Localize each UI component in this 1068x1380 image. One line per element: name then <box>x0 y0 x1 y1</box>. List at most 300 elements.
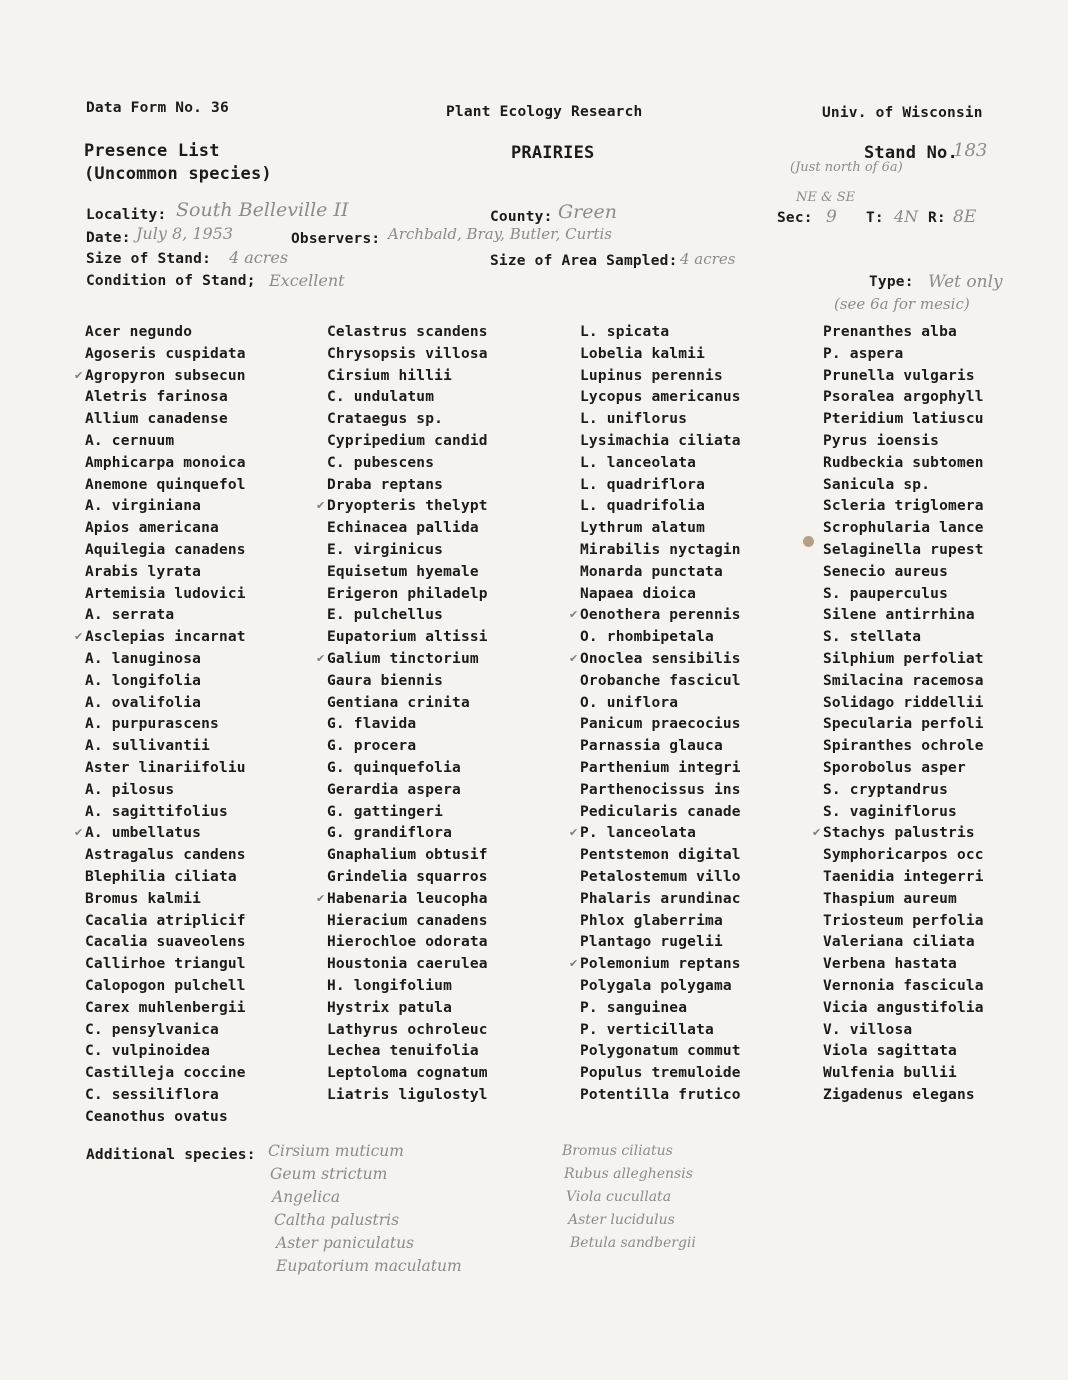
species-item <box>327 1063 488 1085</box>
species-name: Hystrix patula <box>327 999 453 1016</box>
species-item <box>823 889 984 911</box>
species-item <box>580 889 741 911</box>
stand-size-label: Size of Stand: <box>86 251 212 267</box>
species-item <box>823 671 984 693</box>
species-name: G. flavida <box>327 716 417 733</box>
species-item <box>823 518 984 540</box>
species-name: Lycopus americanus <box>580 389 741 406</box>
species-item <box>580 867 741 889</box>
species-name: Valeriana ciliata <box>823 934 975 951</box>
species-item <box>569 649 741 671</box>
species-name: A. lanuginosa <box>85 650 202 667</box>
species-item <box>327 693 488 715</box>
species-item <box>823 1063 984 1085</box>
species-name: Vernonia fascicula <box>823 977 984 994</box>
species-item <box>823 431 984 453</box>
species-item <box>327 823 488 845</box>
type-value: Wet only <box>928 272 1003 292</box>
species-name: S. pauperculus <box>823 585 949 602</box>
species-item <box>823 976 984 998</box>
species-name: Phalaris arundinac <box>580 890 741 907</box>
species-item <box>85 1063 246 1085</box>
check-mark-icon: ✔ <box>316 651 326 665</box>
species-name: Gentiana crinita <box>327 694 470 711</box>
area-sampled-value: 4 acres <box>680 250 736 268</box>
species-name: Galium tinctorium <box>327 650 479 667</box>
species-item <box>85 518 246 540</box>
species-item <box>327 911 488 933</box>
check-mark-icon: ✔ <box>74 630 84 644</box>
species-item <box>327 540 488 562</box>
species-name: C. undulatum <box>327 389 435 406</box>
species-name: Carex muhlenbergii <box>85 999 246 1016</box>
species-name: Gaura biennis <box>327 672 444 689</box>
species-name: A. longifolia <box>85 672 202 689</box>
species-name: Scleria triglomera <box>823 498 984 515</box>
species-name: G. procera <box>327 738 417 755</box>
species-item <box>823 475 984 497</box>
species-name: Wulfenia bullii <box>823 1065 957 1082</box>
species-item <box>580 1041 741 1063</box>
species-name: A. sagittifolius <box>85 803 228 820</box>
species-item <box>580 387 741 409</box>
species-name: Lupinus perennis <box>580 367 723 384</box>
species-item <box>85 998 246 1020</box>
species-item <box>85 584 246 606</box>
species-item <box>327 584 488 606</box>
species-name: Draba reptans <box>327 476 444 493</box>
species-name: Verbena hastata <box>823 956 957 973</box>
species-name: O. rhombipetala <box>580 629 714 646</box>
species-item <box>580 714 741 736</box>
species-item <box>85 540 246 562</box>
species-item <box>327 366 488 388</box>
species-name: Specularia perfoli <box>823 716 984 733</box>
additional-species-item: Cirsium muticum <box>268 1142 404 1160</box>
species-item <box>327 671 488 693</box>
species-name: Callirhoe triangul <box>85 956 246 973</box>
species-item <box>327 627 488 649</box>
species-name: Cirsium hillii <box>327 367 453 384</box>
species-name: Orobanche fascicul <box>580 672 741 689</box>
species-item <box>327 714 488 736</box>
species-name: Gnaphalium obtusif <box>327 847 488 864</box>
species-name: Agropyron subsecun <box>85 367 246 384</box>
form-university: Univ. of Wisconsin <box>822 105 983 121</box>
species-name: L. quadriflora <box>580 476 706 493</box>
species-name: Vicia angustifolia <box>823 999 984 1016</box>
species-item <box>580 780 741 802</box>
species-item <box>580 322 741 344</box>
check-mark-icon: ✔ <box>812 826 822 840</box>
species-name: Solidago riddellii <box>823 694 984 711</box>
species-item <box>85 758 246 780</box>
species-name: Spiranthes ochrole <box>823 738 984 755</box>
section-quarter-note: NE & SE <box>796 190 856 205</box>
species-name: Phlox glaberrima <box>580 912 723 929</box>
species-item <box>327 867 488 889</box>
species-name: Polygala polygama <box>580 977 732 994</box>
species-name: Viola sagittata <box>823 1043 957 1060</box>
species-item <box>580 671 741 693</box>
species-item <box>327 562 488 584</box>
species-item <box>580 627 741 649</box>
species-item <box>327 976 488 998</box>
species-name: Blephilia ciliata <box>85 868 237 885</box>
species-item <box>327 322 488 344</box>
species-column-2 <box>316 322 488 1107</box>
species-name: Hieracium canadens <box>327 912 488 929</box>
species-name: Agoseris cuspidata <box>85 345 246 362</box>
species-item <box>569 954 741 976</box>
species-item <box>823 802 984 824</box>
species-name: Rudbeckia subtomen <box>823 454 984 471</box>
stand-size-value: 4 acres <box>229 248 289 267</box>
species-name: P. sanguinea <box>580 999 688 1016</box>
additional-species-item: Viola cucullata <box>566 1189 672 1205</box>
species-item <box>85 954 246 976</box>
species-item <box>327 409 488 431</box>
species-item <box>85 475 246 497</box>
species-name: Grindelia squarros <box>327 868 488 885</box>
species-name: Selaginella rupest <box>823 541 984 558</box>
species-item <box>327 518 488 540</box>
township-label: T: <box>866 210 884 226</box>
range-value: 8E <box>953 207 977 227</box>
additional-species-item: Aster paniculatus <box>276 1234 415 1252</box>
species-name: Calopogon pulchell <box>85 977 246 994</box>
species-name: Castilleja coccine <box>85 1065 246 1082</box>
species-name: Chrysopsis villosa <box>327 345 488 362</box>
species-item <box>85 911 246 933</box>
species-name: Cacalia atriplicif <box>85 912 246 929</box>
species-name: Bromus kalmii <box>85 890 202 907</box>
species-name: C. pensylvanica <box>85 1021 219 1038</box>
species-name: Pyrus ioensis <box>823 432 940 449</box>
county-label: County: <box>490 209 553 225</box>
condition-value: Excellent <box>269 271 345 290</box>
species-item <box>580 453 741 475</box>
species-name: Triosteum perfolia <box>823 912 984 929</box>
species-item <box>85 780 246 802</box>
species-item <box>327 431 488 453</box>
species-item <box>85 714 246 736</box>
species-name: Polygonatum commut <box>580 1043 741 1060</box>
species-name: A. virginiana <box>85 498 202 515</box>
species-item <box>85 867 246 889</box>
additional-species-column-1 <box>268 1140 462 1278</box>
species-name: Aquilegia canadens <box>85 541 246 558</box>
observers-value: Archbald, Bray, Butler, Curtis <box>388 225 612 243</box>
species-name: Parthenocissus ins <box>580 781 741 798</box>
species-name: Celastrus scandens <box>327 324 488 340</box>
species-name: Silene antirrhina <box>823 607 975 624</box>
species-item <box>569 605 741 627</box>
species-name: Pentstemon digital <box>580 847 741 864</box>
species-name: Houstonia caerulea <box>327 956 488 973</box>
species-name: Potentilla frutico <box>580 1086 741 1103</box>
species-item <box>580 475 741 497</box>
additional-species-item: Angelica <box>272 1188 341 1206</box>
species-item <box>580 496 741 518</box>
species-name: Cypripedium candid <box>327 432 488 449</box>
species-item <box>580 845 741 867</box>
species-item <box>580 1020 741 1042</box>
species-name: Populus tremuloide <box>580 1065 741 1082</box>
species-name: Zigadenus elegans <box>823 1086 975 1103</box>
species-name: Smilacina racemosa <box>823 672 984 689</box>
paper-stain <box>803 536 814 547</box>
additional-species-item: Rubus alleghensis <box>564 1166 693 1182</box>
form-institution: Plant Ecology Research <box>446 104 643 120</box>
species-name: Monarda punctata <box>580 563 723 580</box>
species-name: P. verticillata <box>580 1021 714 1038</box>
species-item <box>580 802 741 824</box>
species-item <box>823 1020 984 1042</box>
species-name: Leptoloma cognatum <box>327 1065 488 1082</box>
additional-species-column-2 <box>562 1140 696 1255</box>
species-item <box>85 344 246 366</box>
species-name: Stachys palustris <box>823 825 975 842</box>
check-mark-icon: ✔ <box>316 499 326 513</box>
species-name: P. aspera <box>823 345 904 362</box>
species-item <box>327 845 488 867</box>
species-name: Panicum praecocius <box>580 716 741 733</box>
species-item <box>74 366 246 388</box>
species-name: Liatris ligulostyl <box>327 1086 488 1103</box>
species-item <box>85 409 246 431</box>
species-item <box>823 605 984 627</box>
observers-label: Observers: <box>291 231 381 247</box>
species-item <box>823 693 984 715</box>
species-item <box>580 562 741 584</box>
species-name: L. spicata <box>580 324 670 340</box>
species-item <box>85 605 246 627</box>
species-name: Asclepias incarnat <box>85 629 246 646</box>
species-name: Arabis lyrata <box>85 563 202 580</box>
species-item <box>823 649 984 671</box>
species-name: Sanicula sp. <box>823 476 931 493</box>
species-item <box>327 758 488 780</box>
species-name: E. virginicus <box>327 541 444 558</box>
species-name: Psoralea argophyll <box>823 389 984 406</box>
species-item <box>327 1041 488 1063</box>
check-mark-icon: ✔ <box>74 368 84 382</box>
species-item <box>812 823 984 845</box>
species-name: Allium canadense <box>85 411 228 428</box>
species-name: G. grandiflora <box>327 825 453 842</box>
species-item <box>85 845 246 867</box>
species-name: Symphoricarpos occ <box>823 847 984 864</box>
species-item <box>85 802 246 824</box>
species-item <box>823 366 984 388</box>
species-name: Lobelia kalmii <box>580 345 706 362</box>
sec-label: Sec: <box>777 210 813 226</box>
species-name: Parnassia glauca <box>580 738 723 755</box>
area-sampled-label: Size of Area Sampled: <box>490 253 678 269</box>
species-column-3 <box>569 322 741 1107</box>
species-item <box>85 562 246 584</box>
species-name: Artemisia ludovici <box>85 585 246 602</box>
species-name: Habenaria leucopha <box>327 890 488 907</box>
species-name: Taenidia integerri <box>823 868 984 885</box>
species-name: Scrophularia lance <box>823 520 984 537</box>
species-name: E. pulchellus <box>327 607 444 624</box>
species-item <box>823 932 984 954</box>
species-name: Parthenium integri <box>580 759 741 776</box>
species-name: L. uniflorus <box>580 411 688 428</box>
species-name: Aletris farinosa <box>85 389 228 406</box>
page-title: PRAIRIES <box>511 143 595 163</box>
species-item <box>580 758 741 780</box>
species-item <box>580 540 741 562</box>
species-item <box>823 322 984 344</box>
species-name: C. pubescens <box>327 454 435 471</box>
species-name: Aster linariifoliu <box>85 759 246 776</box>
species-item <box>85 496 246 518</box>
additional-species-item: Bromus ciliatus <box>562 1143 673 1159</box>
species-item <box>823 387 984 409</box>
species-name: Dryopteris thelypt <box>327 498 488 515</box>
species-name: Eupatorium altissi <box>327 629 488 646</box>
species-name: C. vulpinoidea <box>85 1043 211 1060</box>
species-name: Echinacea pallida <box>327 520 479 537</box>
locality-value: South Belleville II <box>176 199 349 221</box>
additional-species-item: Geum strictum <box>270 1165 388 1183</box>
species-item <box>823 496 984 518</box>
species-item <box>85 693 246 715</box>
species-item <box>327 1020 488 1042</box>
condition-label: Condition of Stand; <box>86 273 256 289</box>
species-name: Napaea dioica <box>580 585 697 602</box>
species-name: Mirabilis nyctagin <box>580 541 741 558</box>
species-name: A. cernuum <box>85 432 175 449</box>
species-name: Pteridium latiuscu <box>823 411 984 428</box>
species-item <box>85 1020 246 1042</box>
species-name: Hierochloe odorata <box>327 934 488 951</box>
species-item <box>327 344 488 366</box>
species-name: Pedicularis canade <box>580 803 741 820</box>
species-name: Cacalia suaveolens <box>85 934 246 951</box>
species-item <box>74 627 246 649</box>
species-item <box>580 518 741 540</box>
species-item <box>85 932 246 954</box>
species-item <box>327 387 488 409</box>
species-item <box>327 998 488 1020</box>
species-name: Oenothera perennis <box>580 607 741 624</box>
species-name: A. umbellatus <box>85 825 202 842</box>
species-name: Amphicarpa monoica <box>85 454 246 471</box>
species-item <box>823 453 984 475</box>
species-name: S. vaginiflorus <box>823 803 957 820</box>
species-name: S. stellata <box>823 629 922 646</box>
additional-species-item: Betula sandbergii <box>570 1235 696 1251</box>
species-item <box>823 409 984 431</box>
species-item <box>580 693 741 715</box>
species-item <box>823 584 984 606</box>
species-name: A. sullivantii <box>85 738 211 755</box>
species-item <box>823 780 984 802</box>
species-item <box>823 758 984 780</box>
species-item <box>823 344 984 366</box>
species-item <box>316 496 488 518</box>
species-name: V. villosa <box>823 1021 913 1038</box>
species-name: Polemonium reptans <box>580 956 741 973</box>
species-name: Sporobolus asper <box>823 759 966 776</box>
species-item <box>85 1041 246 1063</box>
species-item <box>316 889 488 911</box>
range-label: R: <box>928 210 946 226</box>
stand-note: (Just north of 6a) <box>790 160 903 175</box>
species-name: Lysimachia ciliata <box>580 432 741 449</box>
species-item <box>823 627 984 649</box>
species-item <box>316 649 488 671</box>
species-item <box>823 998 984 1020</box>
species-name: G. gattingeri <box>327 803 444 820</box>
species-item <box>823 562 984 584</box>
species-item <box>327 780 488 802</box>
species-name: A. ovalifolia <box>85 694 202 711</box>
species-item <box>327 954 488 976</box>
species-item <box>85 889 246 911</box>
species-item <box>580 976 741 998</box>
species-item <box>569 823 741 845</box>
species-name: Astragalus candens <box>85 847 246 864</box>
species-item <box>85 387 246 409</box>
species-item <box>327 605 488 627</box>
species-item <box>74 823 246 845</box>
species-item <box>327 453 488 475</box>
additional-species-item: Aster lucidulus <box>568 1212 675 1228</box>
species-name: Petalostemum villo <box>580 868 741 885</box>
species-item <box>85 453 246 475</box>
species-name: Prenanthes alba <box>823 324 957 340</box>
list-title-line1: Presence List <box>84 141 220 161</box>
stand-value: 183 <box>953 140 988 161</box>
check-mark-icon: ✔ <box>74 826 84 840</box>
species-item <box>823 867 984 889</box>
check-mark-icon: ✔ <box>569 651 579 665</box>
species-name: P. lanceolata <box>580 825 697 842</box>
species-item <box>85 1107 246 1129</box>
species-item <box>85 1085 246 1107</box>
species-item <box>580 344 741 366</box>
species-item <box>580 932 741 954</box>
check-mark-icon: ✔ <box>569 826 579 840</box>
species-name: Prunella vulgaris <box>823 367 975 384</box>
species-name: Gerardia aspera <box>327 781 461 798</box>
species-name: Senecio aureus <box>823 563 949 580</box>
species-item <box>823 540 984 562</box>
species-name: Lythrum alatum <box>580 520 706 537</box>
species-name: O. uniflora <box>580 694 679 711</box>
date-label: Date: <box>86 230 131 246</box>
species-item <box>823 911 984 933</box>
species-item <box>580 911 741 933</box>
species-item <box>580 998 741 1020</box>
species-name: Lechea tenuifolia <box>327 1043 479 1060</box>
species-item <box>327 736 488 758</box>
species-name: L. quadrifolia <box>580 498 706 515</box>
species-name: A. pilosus <box>85 781 175 798</box>
species-item <box>85 322 246 344</box>
species-name: Ceanothus ovatus <box>85 1108 228 1125</box>
species-name: A. purpurascens <box>85 716 219 733</box>
species-item <box>823 1041 984 1063</box>
list-title-line2: (Uncommon species) <box>84 164 272 184</box>
species-item <box>327 475 488 497</box>
species-name: S. cryptandrus <box>823 781 949 798</box>
